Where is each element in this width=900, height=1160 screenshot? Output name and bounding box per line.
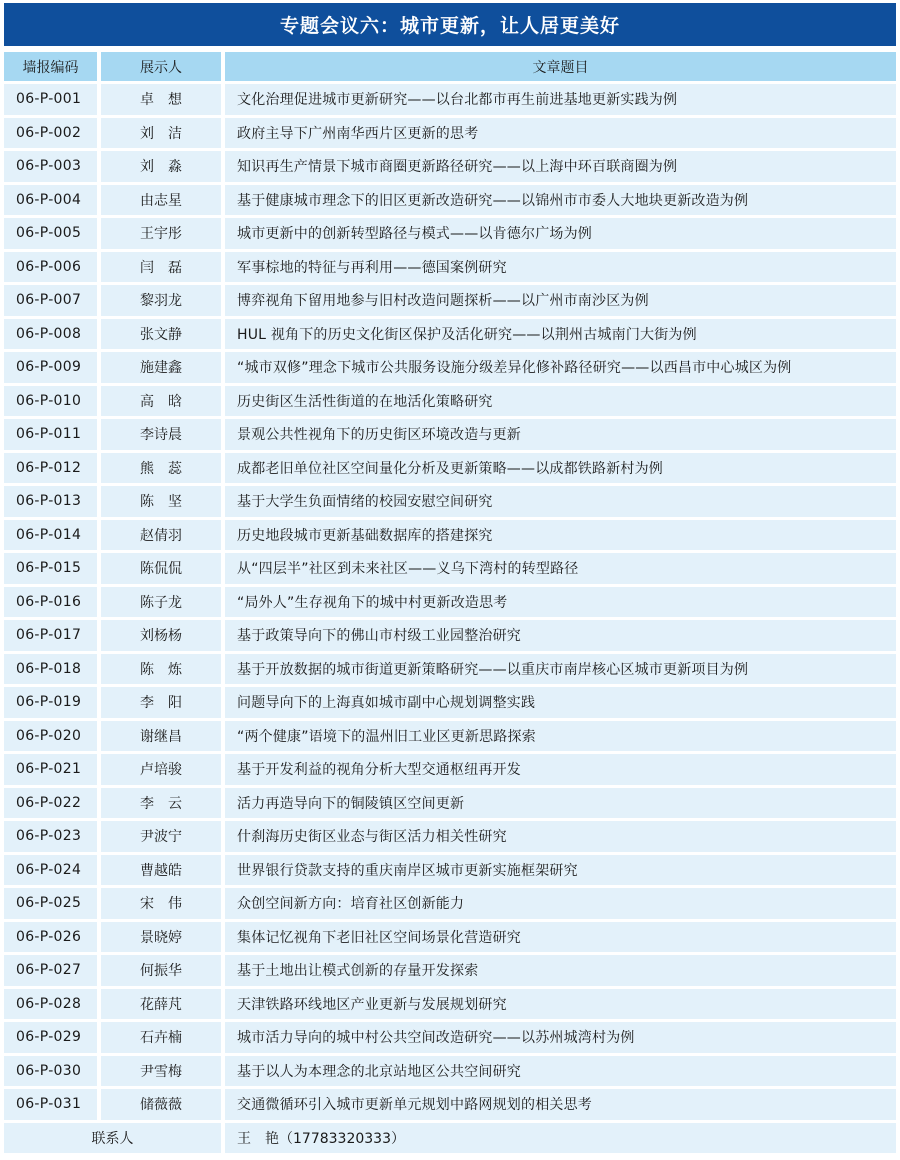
presenter-cell: 赵倩羽: [101, 520, 225, 554]
contact-label: 联系人: [4, 1123, 225, 1157]
presenter-cell: 景晓婷: [101, 922, 225, 956]
presenter-cell: 陈 坚: [101, 486, 225, 520]
presenter-cell: 陈侃侃: [101, 553, 225, 587]
article-title-cell: 基于政策导向下的佛山市村级工业园整治研究: [225, 620, 896, 654]
article-title-cell: 什刹海历史街区业态与街区活力相关性研究: [225, 821, 896, 855]
article-title-cell: 活力再造导向下的铜陵镇区空间更新: [225, 788, 896, 822]
table-row: [4, 922, 896, 956]
presenter-cell: 尹波宁: [101, 821, 225, 855]
table-row: [4, 821, 896, 855]
article-title-cell: 军事棕地的特征与再利用——德国案例研究: [225, 252, 896, 286]
poster-code-cell: 06-P-006: [4, 252, 101, 286]
poster-code-cell: 06-P-029: [4, 1022, 101, 1056]
article-title-cell: 基于以人为本理念的北京站地区公共空间研究: [225, 1056, 896, 1090]
presenter-cell: 谢继昌: [101, 721, 225, 755]
header-article-title: 文章题目: [225, 52, 896, 84]
table-row: [4, 252, 896, 286]
presenter-cell: 李诗晨: [101, 419, 225, 453]
table-row: [4, 419, 896, 453]
presenter-cell: 卓 想: [101, 84, 225, 118]
table-row: [4, 654, 896, 688]
article-title-cell: 成都老旧单位社区空间量化分析及更新策略——以成都铁路新村为例: [225, 453, 896, 487]
poster-code-cell: 06-P-014: [4, 520, 101, 554]
presenter-cell: 花薛芃: [101, 989, 225, 1023]
article-title-cell: 基于开放数据的城市街道更新策略研究——以重庆市南岸核心区城市更新项目为例: [225, 654, 896, 688]
presenter-cell: 陈 炼: [101, 654, 225, 688]
article-title-cell: 天津铁路环线地区产业更新与发展规划研究: [225, 989, 896, 1023]
poster-code-cell: 06-P-027: [4, 955, 101, 989]
article-title-cell: 基于土地出让模式创新的存量开发探索: [225, 955, 896, 989]
table-row: [4, 486, 896, 520]
article-title-cell: 景观公共性视角下的历史街区环境改造与更新: [225, 419, 896, 453]
presenter-cell: 宋 伟: [101, 888, 225, 922]
poster-code-cell: 06-P-002: [4, 118, 101, 152]
presenter-cell: 曹越皓: [101, 855, 225, 889]
table-row: [4, 1056, 896, 1090]
poster-code-cell: 06-P-030: [4, 1056, 101, 1090]
presenter-cell: 张文静: [101, 319, 225, 353]
contact-value: 王 艳（17783320333）: [225, 1123, 896, 1157]
presenter-cell: 熊 蕊: [101, 453, 225, 487]
poster-code-cell: 06-P-022: [4, 788, 101, 822]
article-title-cell: “城市双修”理念下城市公共服务设施分级差异化修补路径研究——以西昌市中心城区为例: [225, 352, 896, 386]
table-row: [4, 687, 896, 721]
table-row: [4, 888, 896, 922]
poster-code-cell: 06-P-025: [4, 888, 101, 922]
presenter-cell: 李 阳: [101, 687, 225, 721]
presenter-cell: 何振华: [101, 955, 225, 989]
table-row: [4, 788, 896, 822]
session-title: 专题会议六：城市更新，让人居更美好: [4, 3, 896, 46]
table-body: [4, 84, 896, 1123]
table-row: [4, 553, 896, 587]
poster-code-cell: 06-P-003: [4, 151, 101, 185]
table-row: [4, 218, 896, 252]
poster-code-cell: 06-P-026: [4, 922, 101, 956]
presenter-cell: 高 晗: [101, 386, 225, 420]
table-row: [4, 352, 896, 386]
presenter-cell: 刘 淼: [101, 151, 225, 185]
poster-code-cell: 06-P-024: [4, 855, 101, 889]
table-row: [4, 151, 896, 185]
table-row: [4, 721, 896, 755]
poster-code-cell: 06-P-020: [4, 721, 101, 755]
poster-code-cell: 06-P-023: [4, 821, 101, 855]
presenter-cell: 石卉楠: [101, 1022, 225, 1056]
poster-code-cell: 06-P-009: [4, 352, 101, 386]
table-row: [4, 84, 896, 118]
article-title-cell: 基于开发利益的视角分析大型交通枢纽再开发: [225, 754, 896, 788]
table-row: [4, 955, 896, 989]
presenter-cell: 尹雪梅: [101, 1056, 225, 1090]
poster-code-cell: 06-P-011: [4, 419, 101, 453]
article-title-cell: 集体记忆视角下老旧社区空间场景化营造研究: [225, 922, 896, 956]
article-title-cell: 基于健康城市理念下的旧区更新改造研究——以锦州市市委人大地块更新改造为例: [225, 185, 896, 219]
presenter-cell: 刘 洁: [101, 118, 225, 152]
article-title-cell: 交通微循环引入城市更新单元规划中路网规划的相关思考: [225, 1089, 896, 1123]
table-row: [4, 185, 896, 219]
article-title-cell: 问题导向下的上海真如城市副中心规划调整实践: [225, 687, 896, 721]
table-row: [4, 587, 896, 621]
presenter-cell: 王宇彤: [101, 218, 225, 252]
article-title-cell: “两个健康”语境下的温州旧工业区更新思路探索: [225, 721, 896, 755]
table-row: [4, 754, 896, 788]
article-title-cell: 历史街区生活性街道的在地活化策略研究: [225, 386, 896, 420]
table-row: [4, 989, 896, 1023]
presenter-cell: 卢培骏: [101, 754, 225, 788]
poster-code-cell: 06-P-016: [4, 587, 101, 621]
poster-code-cell: 06-P-010: [4, 386, 101, 420]
table-row: [4, 520, 896, 554]
article-title-cell: 政府主导下广州南华西片区更新的思考: [225, 118, 896, 152]
article-title-cell: 从“四层半”社区到未来社区——义乌下湾村的转型路径: [225, 553, 896, 587]
article-title-cell: 文化治理促进城市更新研究——以台北都市再生前进基地更新实践为例: [225, 84, 896, 118]
poster-code-cell: 06-P-001: [4, 84, 101, 118]
article-title-cell: 世界银行贷款支持的重庆南岸区城市更新实施框架研究: [225, 855, 896, 889]
table-row: [4, 453, 896, 487]
poster-code-cell: 06-P-018: [4, 654, 101, 688]
poster-code-cell: 06-P-028: [4, 989, 101, 1023]
article-title-cell: 博弈视角下留用地参与旧村改造问题探析——以广州市南沙区为例: [225, 285, 896, 319]
article-title-cell: 知识再生产情景下城市商圈更新路径研究——以上海中环百联商圈为例: [225, 151, 896, 185]
poster-code-cell: 06-P-019: [4, 687, 101, 721]
table-row: [4, 1089, 896, 1123]
table-row: [4, 855, 896, 889]
table-row: [4, 1022, 896, 1056]
poster-code-cell: 06-P-005: [4, 218, 101, 252]
table-row: [4, 285, 896, 319]
table-row: [4, 386, 896, 420]
poster-code-cell: 06-P-021: [4, 754, 101, 788]
table-header-row: [4, 52, 896, 84]
presenter-cell: 施建鑫: [101, 352, 225, 386]
contact-row: [4, 1123, 896, 1157]
article-title-cell: HUL 视角下的历史文化街区保护及活化研究——以荆州古城南门大街为例: [225, 319, 896, 353]
poster-code-cell: 06-P-031: [4, 1089, 101, 1123]
presenter-cell: 由志星: [101, 185, 225, 219]
article-title-cell: 城市活力导向的城中村公共空间改造研究——以苏州城湾村为例: [225, 1022, 896, 1056]
presenter-cell: 储薇薇: [101, 1089, 225, 1123]
presenter-cell: 闫 磊: [101, 252, 225, 286]
article-title-cell: 城市更新中的创新转型路径与模式——以肯德尔广场为例: [225, 218, 896, 252]
poster-code-cell: 06-P-013: [4, 486, 101, 520]
table-row: [4, 319, 896, 353]
presenter-cell: 李 云: [101, 788, 225, 822]
table-row: [4, 620, 896, 654]
header-presenter: 展示人: [101, 52, 225, 84]
poster-code-cell: 06-P-008: [4, 319, 101, 353]
header-poster-code: 墙报编码: [4, 52, 101, 84]
article-title-cell: 历史地段城市更新基础数据库的搭建探究: [225, 520, 896, 554]
presenter-cell: 刘杨杨: [101, 620, 225, 654]
presenter-cell: 陈子龙: [101, 587, 225, 621]
poster-code-cell: 06-P-004: [4, 185, 101, 219]
poster-code-cell: 06-P-007: [4, 285, 101, 319]
article-title-cell: 基于大学生负面情绪的校园安慰空间研究: [225, 486, 896, 520]
poster-table: [4, 52, 896, 1156]
poster-code-cell: 06-P-015: [4, 553, 101, 587]
presenter-cell: 黎羽龙: [101, 285, 225, 319]
poster-code-cell: 06-P-017: [4, 620, 101, 654]
article-title-cell: 众创空间新方向：培育社区创新能力: [225, 888, 896, 922]
poster-code-cell: 06-P-012: [4, 453, 101, 487]
table-row: [4, 118, 896, 152]
article-title-cell: “局外人”生存视角下的城中村更新改造思考: [225, 587, 896, 621]
